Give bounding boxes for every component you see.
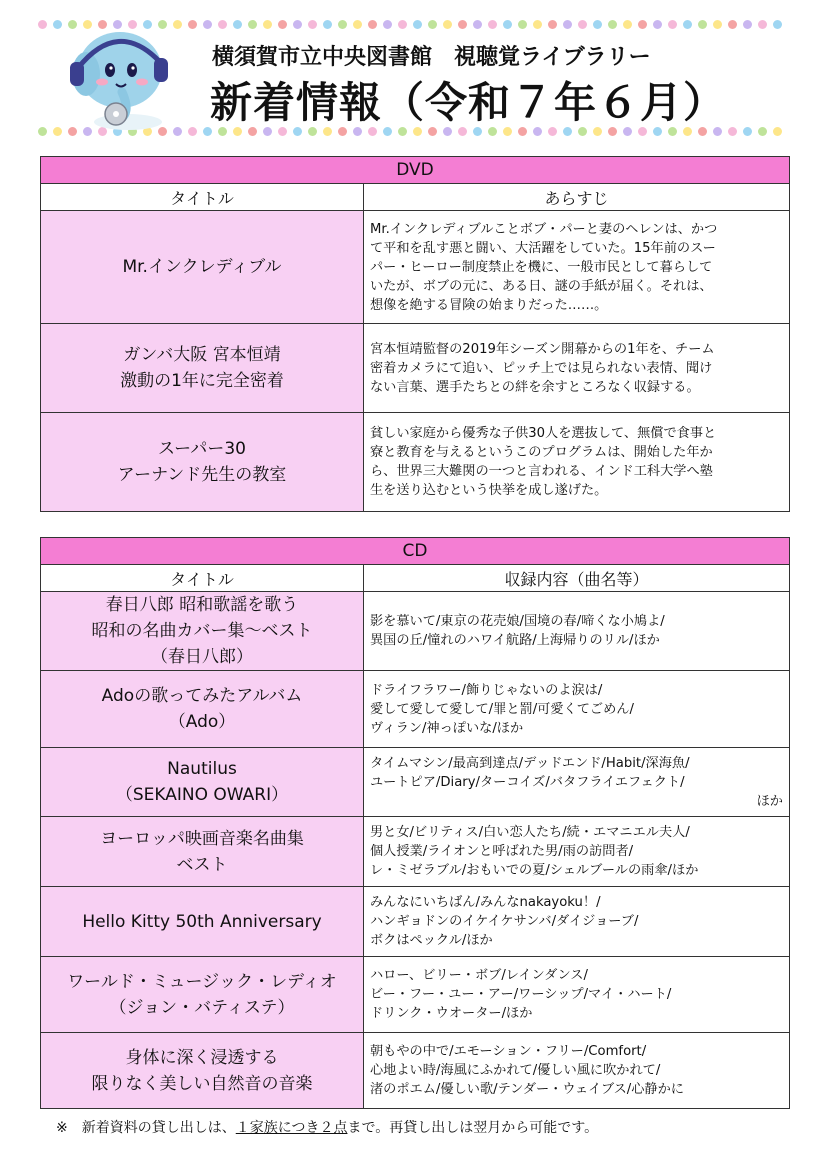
decor-dot: [188, 20, 197, 29]
summary-line: ない言葉、選手たちとの絆を余すところなく収録する。: [370, 379, 700, 395]
dvd-summary-cell: [364, 211, 790, 324]
mascot-with-headphones-icon: [58, 22, 178, 134]
cd-title-text: ベスト: [176, 854, 228, 875]
decor-dot: [728, 127, 737, 136]
cd-title-text: （春日八郎）: [151, 647, 253, 667]
decor-dot: [488, 20, 497, 29]
table-row: [41, 671, 790, 748]
dvd-title-cell: [41, 324, 364, 413]
decor-dot: [713, 20, 722, 29]
summary-line: 宮本恒靖監督の2019年シーズン開幕からの1年を、チーム: [370, 341, 715, 357]
contents-line: 異国の丘/憧れのハワイ航路/上海帰りのリル/ほか: [370, 633, 660, 648]
table-row: [41, 592, 790, 671]
decor-dot: [638, 20, 647, 29]
decor-dot: [743, 127, 752, 136]
decor-dot: [188, 127, 197, 136]
contents-line: 影を慕いて/東京の花売娘/国境の春/啼くな小鳩よ/: [370, 614, 665, 629]
cd-contents-cell: [364, 887, 790, 957]
decor-dot: [503, 20, 512, 29]
contents-line: 心地よい時/海風にふかれて/優しい風に吹かれて/: [370, 1063, 661, 1078]
decor-dot: [683, 20, 692, 29]
cd-title-text: Adoの歌ってみたアルバム: [101, 686, 303, 706]
decor-dot: [293, 20, 302, 29]
cd-title-cell: [41, 592, 364, 671]
cd-contents-cell: [364, 817, 790, 887]
decor-dot: [608, 20, 617, 29]
cd-title-text: （SEKAINO OWARI）: [115, 785, 289, 805]
contents-line: 男と女/ビリティス/白い恋人たち/続・エマニエル夫人/: [370, 825, 690, 840]
decor-dot: [413, 20, 422, 29]
decor-dot: [773, 127, 782, 136]
dvd-summary-cell: [364, 413, 790, 512]
decor-dot: [428, 20, 437, 29]
dvd-title-text: ガンバ大阪 宮本恒靖: [123, 345, 281, 365]
decor-dot: [518, 20, 527, 29]
decor-dot: [578, 20, 587, 29]
cd-title-text: （Ado）: [168, 712, 236, 732]
summary-line: Mr.インクレディブルことボブ・パーと妻のヘレンは、かつ: [370, 221, 718, 237]
contents-line: ユートピア/Diary/ターコイズ/バタフライエフェクト/: [370, 774, 685, 790]
decor-dot: [773, 20, 782, 29]
summary-line: 貧しい家庭から優秀な子供30人を選抜して、無償で食事と: [370, 426, 717, 441]
dvd-title-text: アーナンド先生の教室: [117, 465, 287, 485]
decor-dot: [353, 20, 362, 29]
contents-line: 愛して愛して愛して/罪と罰/可愛くてごめん/: [370, 701, 634, 717]
cd-contents-cell: [364, 671, 790, 748]
table-row: [41, 887, 790, 957]
decor-dot: [758, 127, 767, 136]
page-title: 新着情報（令和７年６月）: [210, 78, 727, 127]
decor-dot: [563, 20, 572, 29]
decor-dot: [323, 20, 332, 29]
decor-dot: [728, 20, 737, 29]
note-suffix: まで。再貸し出しは翌月から可能です。: [347, 1120, 599, 1136]
summary-line: ら、世界三大難関の一つと言われる、インド工科大学へ塾: [370, 464, 713, 479]
contents-line: ほか: [756, 793, 783, 809]
cd-title-text: Hello Kitty 50th Anniversary: [82, 911, 322, 932]
cd-col-contents: 収録内容（曲名等）: [364, 565, 790, 592]
dvd-table: [40, 156, 790, 512]
summary-line: 想像を絶する冒険の始まりだった……。: [370, 297, 608, 313]
decor-dot: [458, 20, 467, 29]
summary-line: 密着カメラにて追い、ピッチ上では見られない表情、聞け: [370, 360, 713, 376]
decor-dot: [278, 20, 287, 29]
decor-dot: [653, 20, 662, 29]
contents-line: ボクはペックル/ほか: [370, 933, 493, 948]
contents-line: ハロー、ビリー・ボブ/レインダンス/: [370, 968, 588, 983]
dvd-section-header: DVD: [41, 157, 790, 184]
decor-dot: [233, 20, 242, 29]
cd-contents-cell: [364, 1033, 790, 1109]
table-row: [41, 211, 790, 324]
summary-line: て平和を乱す悪と闘い、大活躍をしていた。15年前のスー: [370, 240, 716, 256]
dvd-col-title: タイトル: [41, 184, 364, 211]
cd-title-cell: [41, 817, 364, 887]
library-name: 横須賀市立中央図書館 視聴覚ライブラリー: [212, 45, 651, 70]
decor-dot: [533, 20, 542, 29]
contents-line: 渚のポエム/優しい歌/テンダー・ウェイブス/心静かに: [370, 1082, 684, 1097]
contents-line: レ・ミゼラブル/おもいでの夏/シェルブールの雨傘/ほか: [370, 863, 699, 878]
table-row: [41, 817, 790, 887]
contents-line: ビー・フー・ユー・アー/ワーシップ/マイ・ハート/: [370, 987, 672, 1002]
cd-title-cell: [41, 748, 364, 817]
decor-dot: [743, 20, 752, 29]
cd-title-cell: [41, 671, 364, 748]
decor-dot: [38, 20, 47, 29]
decor-dot: [203, 20, 212, 29]
decor-dot: [248, 20, 257, 29]
decor-dot: [338, 20, 347, 29]
contents-line: 個人授業/ライオンと呼ばれた男/雨の訪問者/: [370, 844, 634, 859]
note-prefix: ※ 新着資料の貸し出しは、: [56, 1120, 236, 1136]
table-row: [41, 748, 790, 817]
note-emphasis: １家族につき２点: [235, 1120, 348, 1136]
cd-table: [40, 537, 790, 1109]
contents-line: ドライフラワー/飾りじゃないのよ涙は/: [370, 682, 603, 698]
cd-title-cell: [41, 957, 364, 1033]
contents-line: タイムマシン/最高到達点/デッドエンド/Habit/深海魚/: [370, 755, 690, 771]
decor-dot: [473, 20, 482, 29]
decor-dot: [758, 20, 767, 29]
table-row: [41, 1033, 790, 1109]
table-row: [41, 957, 790, 1033]
decor-dot: [38, 127, 47, 136]
cd-section-header: CD: [41, 538, 790, 565]
cd-title-text: 身体に深く浸透する: [125, 1047, 279, 1068]
contents-line: みんなにいちばん/みんなnakayoku！/: [370, 895, 601, 910]
dvd-summary-cell: [364, 324, 790, 413]
cd-contents-cell: [364, 748, 790, 817]
cd-title-text: （ジョン・バティステ）: [109, 997, 295, 1018]
cd-title-text: ワールド・ミュージック・レディオ: [67, 971, 337, 992]
contents-line: 朝もやの中で/エモーション・フリー/Comfort/: [370, 1044, 647, 1059]
dvd-title-cell: [41, 413, 364, 512]
summary-line: いたが、ボブの元に、ある日、謎の手紙が届く。それは、: [370, 278, 713, 294]
decor-dot: [368, 20, 377, 29]
table-row: [41, 324, 790, 413]
dvd-title-text: スーパー30: [158, 439, 246, 459]
dvd-title-cell: [41, 211, 364, 324]
dvd-title-text: 激動の1年に完全密着: [120, 371, 284, 391]
cd-title-text: Nautilus: [167, 759, 237, 779]
contents-line: ハンギョドンのイケイケサンバ/ダイジョーブ/: [370, 914, 639, 929]
decor-dot: [263, 20, 272, 29]
summary-line: パー・ヒーロー制度禁止を機に、一般市民として暮らして: [370, 259, 713, 275]
dvd-title-text: Mr.インクレディブル: [122, 257, 282, 277]
contents-line: ヴィラン/神っぽいな/ほか: [370, 720, 524, 736]
cd-title-text: 昭和の名曲カバー集～ベスト: [91, 621, 313, 641]
cd-contents-cell: [364, 957, 790, 1033]
decor-dot: [668, 20, 677, 29]
dvd-col-summary: あらすじ: [364, 184, 790, 211]
decor-dot: [383, 20, 392, 29]
decor-dot: [443, 20, 452, 29]
lending-note: [56, 1117, 598, 1137]
cd-title-text: 春日八郎 昭和歌謡を歌う: [105, 595, 299, 615]
summary-line: 寮と教育を与えるというこのプログラムは、開始した年か: [370, 445, 713, 460]
table-row: [41, 413, 790, 512]
decor-dot: [218, 20, 227, 29]
cd-title-text: ヨーロッパ映画音楽名曲集: [100, 828, 304, 849]
decor-dot: [698, 20, 707, 29]
cd-col-title: タイトル: [41, 565, 364, 592]
cd-title-cell: [41, 1033, 364, 1109]
decor-dot: [308, 20, 317, 29]
decor-dot: [623, 20, 632, 29]
cd-title-text: 限りなく美しい自然音の音楽: [91, 1073, 313, 1094]
decor-dot: [593, 20, 602, 29]
decor-dot: [548, 20, 557, 29]
contents-line: ドリンク・ウオーター/ほか: [370, 1006, 533, 1021]
cd-contents-cell: [364, 592, 790, 671]
decor-dot: [398, 20, 407, 29]
cd-title-cell: [41, 887, 364, 957]
summary-line: 生を送り込むという快挙を成し遂げた。: [370, 483, 608, 498]
